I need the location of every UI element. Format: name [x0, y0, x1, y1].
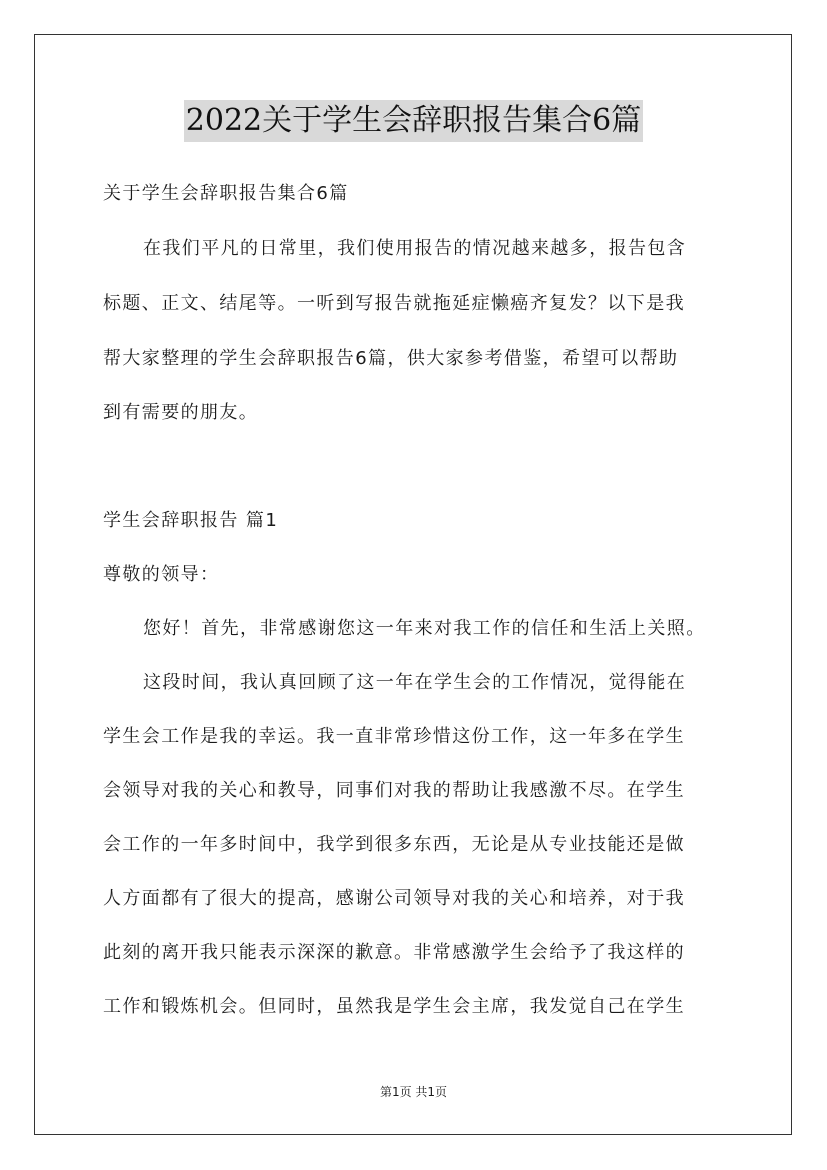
- body-line-1: 您好！首先，非常感谢您这一年来对我工作的信任和生活上关照。: [143, 618, 706, 639]
- page-footer: 第1页 共1页: [379, 1085, 448, 1099]
- body-line-7: 此刻的离开我只能表示深深的歉意。非常感激学生会给予了我这样的: [103, 942, 685, 963]
- section-heading: 学生会辞职报告 篇1: [103, 510, 279, 531]
- body-line-5: 会工作的一年多时间中，我学到很多东西，无论是从专业技能还是做: [103, 834, 685, 855]
- body-line-4: 会领导对我的关心和教导，同事们对我的帮助让我感激不尽。在学生: [103, 780, 685, 801]
- body-line-3: 学生会工作是我的幸运。我一直非常珍惜这份工作，这一年多在学生: [103, 726, 685, 747]
- intro-line-4: 到有需要的朋友。: [103, 402, 259, 423]
- document-subtitle: 关于学生会辞职报告集合6篇: [103, 183, 349, 204]
- intro-line-1: 在我们平凡的日常里，我们使用报告的情况越来越多，报告包含: [143, 238, 687, 259]
- body-line-2: 这段时间，我认真回顾了这一年在学生会的工作情况，觉得能在: [143, 672, 687, 693]
- body-line-8: 工作和锻炼机会。但同时，虽然我是学生会主席，我发觉自己在学生: [103, 996, 685, 1017]
- intro-line-2: 标题、正文、结尾等。一听到写报告就拖延症懒癌齐复发？以下是我: [103, 293, 685, 314]
- intro-line-3: 帮大家整理的学生会辞职报告6篇，供大家参考借鉴，希望可以帮助: [103, 348, 679, 369]
- body-line-6: 人方面都有了很大的提高，感谢公司领导对我的关心和培养，对于我: [103, 888, 685, 909]
- document-title: 2022关于学生会辞职报告集合6篇: [184, 100, 643, 142]
- salutation: 尊敬的领导：: [103, 564, 220, 585]
- title-container: [0, 100, 827, 142]
